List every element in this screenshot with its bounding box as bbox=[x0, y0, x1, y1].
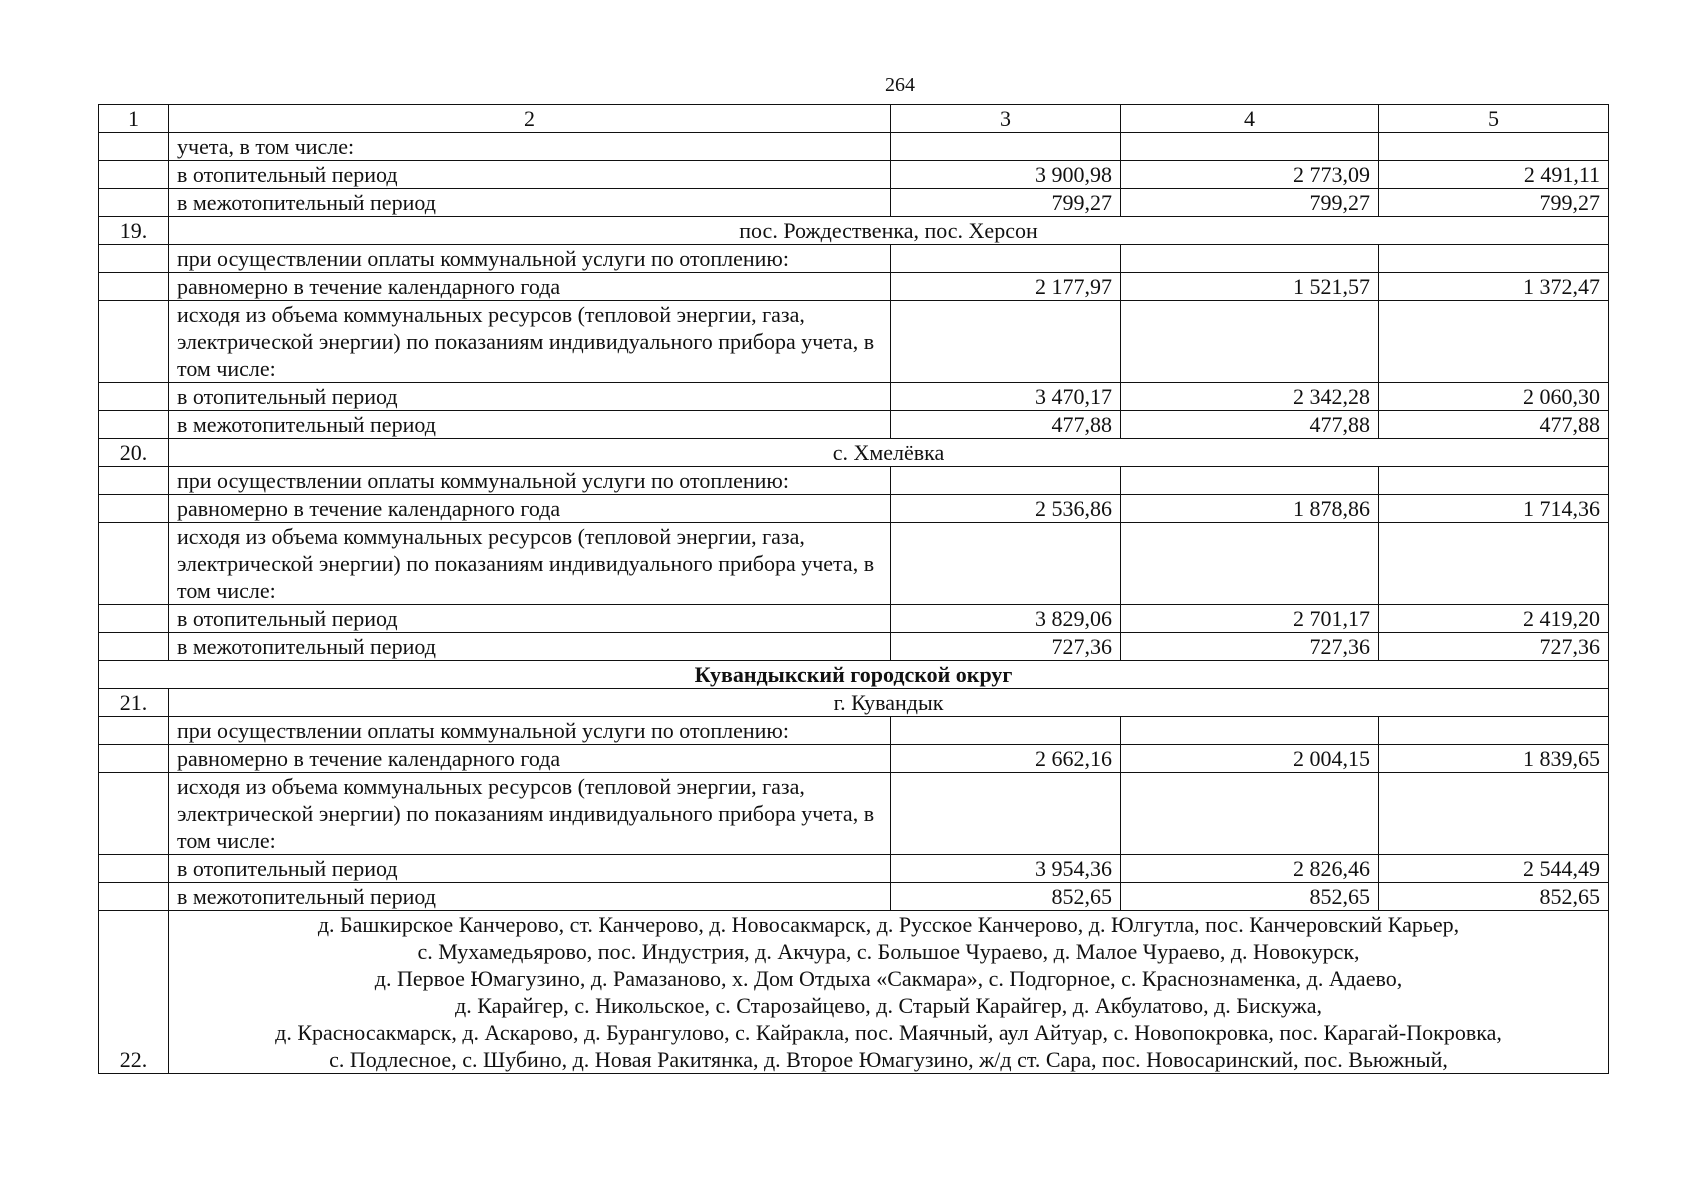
settlement-list-line: с. Подлесное, с. Шубино, д. Новая Ракитянка, д. Второе Юмагузино, ж/д ст. Сара, пос. Новосаринский, пос. Вьюжный, bbox=[329, 1047, 1448, 1072]
settlement-list-line: д. Башкирское Канчерово, ст. Канчерово, д. Новосакмарск, д. Русское Канчерово, д. Юлгутла, пос. Канчеровский Карьер, bbox=[317, 912, 1460, 937]
row-number-cell bbox=[99, 717, 169, 745]
value-col-4 bbox=[1121, 717, 1379, 745]
value-col-4 bbox=[1121, 301, 1379, 383]
row-label: исходя из объема коммунальных ресурсов (тепловой энергии, газа, электрической энергии) по показаниям индивидуального прибора учета, в том числе: bbox=[169, 773, 891, 855]
settlement-title: г. Кувандык bbox=[169, 689, 1609, 717]
row-label: в отопительный период bbox=[169, 383, 891, 411]
value-col-4: 1 878,86 bbox=[1121, 495, 1379, 523]
value-col-5 bbox=[1379, 717, 1609, 745]
row-number-cell bbox=[99, 245, 169, 273]
table-row bbox=[99, 133, 1609, 161]
value-col-3: 727,36 bbox=[891, 633, 1121, 661]
value-col-3 bbox=[891, 773, 1121, 855]
row-number-cell bbox=[99, 133, 169, 161]
settlement-list bbox=[169, 911, 1609, 1074]
row-number-cell bbox=[99, 411, 169, 439]
column-header-row bbox=[99, 105, 1609, 133]
row-label: исходя из объема коммунальных ресурсов (тепловой энергии, газа, электрической энергии) по показаниям индивидуального прибора учета, в том числе: bbox=[169, 523, 891, 605]
tariff-table bbox=[98, 104, 1609, 1074]
column-header: 5 bbox=[1379, 105, 1609, 133]
value-col-5 bbox=[1379, 133, 1609, 161]
column-header: 1 bbox=[99, 105, 169, 133]
settlement-title: с. Хмелёвка bbox=[169, 439, 1609, 467]
row-label: в отопительный период bbox=[169, 855, 891, 883]
settlement-list-line: д. Красносакмарск, д. Аскарово, д. Бурангулово, с. Кайракла, пос. Маячный, аул Айтуар, с. Новопокровка, пос. Карагай-Покровка, bbox=[275, 1020, 1502, 1045]
settlement-number: 19. bbox=[99, 217, 169, 245]
row-number-cell bbox=[99, 883, 169, 911]
table-row bbox=[99, 633, 1609, 661]
value-col-4: 2 004,15 bbox=[1121, 745, 1379, 773]
value-col-5: 2 491,11 bbox=[1379, 161, 1609, 189]
row-label: при осуществлении оплаты коммунальной услуги по отоплению: bbox=[169, 717, 891, 745]
row-number-cell bbox=[99, 495, 169, 523]
row-number-cell bbox=[99, 301, 169, 383]
value-col-5 bbox=[1379, 245, 1609, 273]
value-col-3 bbox=[891, 133, 1121, 161]
row-number-cell bbox=[99, 273, 169, 301]
value-col-4 bbox=[1121, 245, 1379, 273]
column-header: 3 bbox=[891, 105, 1121, 133]
value-col-3: 3 900,98 bbox=[891, 161, 1121, 189]
table-row bbox=[99, 773, 1609, 855]
table-row bbox=[99, 495, 1609, 523]
row-number-cell bbox=[99, 161, 169, 189]
value-col-3: 2 662,16 bbox=[891, 745, 1121, 773]
row-label: в отопительный период bbox=[169, 161, 891, 189]
value-col-4: 2 342,28 bbox=[1121, 383, 1379, 411]
value-col-3: 852,65 bbox=[891, 883, 1121, 911]
value-col-3: 799,27 bbox=[891, 189, 1121, 217]
value-col-4: 2 826,46 bbox=[1121, 855, 1379, 883]
settlement-list-line: с. Мухамедьярово, пос. Индустрия, д. Акчура, с. Большое Чураево, д. Малое Чураево, д. Новокурск, bbox=[417, 939, 1360, 964]
table-row bbox=[99, 605, 1609, 633]
row-label: исходя из объема коммунальных ресурсов (тепловой энергии, газа, электрической энергии) по показаниям индивидуального прибора учета, в том числе: bbox=[169, 301, 891, 383]
settlement-row bbox=[99, 911, 1609, 1074]
table-row bbox=[99, 523, 1609, 605]
value-col-4 bbox=[1121, 467, 1379, 495]
table-row bbox=[99, 411, 1609, 439]
page-number: 264 bbox=[885, 74, 915, 96]
value-col-3 bbox=[891, 523, 1121, 605]
value-col-4: 727,36 bbox=[1121, 633, 1379, 661]
district-title: Кувандыкский городской округ bbox=[99, 661, 1609, 689]
row-number-cell bbox=[99, 189, 169, 217]
table-row bbox=[99, 855, 1609, 883]
column-header: 4 bbox=[1121, 105, 1379, 133]
table-row bbox=[99, 189, 1609, 217]
value-col-5 bbox=[1379, 523, 1609, 605]
row-label: учета, в том числе: bbox=[169, 133, 891, 161]
column-header: 2 bbox=[169, 105, 891, 133]
value-col-5: 1 839,65 bbox=[1379, 745, 1609, 773]
value-col-5: 852,65 bbox=[1379, 883, 1609, 911]
table-row bbox=[99, 383, 1609, 411]
settlement-list-line: д. Первое Юмагузино, д. Рамазаново, х. Дом Отдыха «Сакмара», с. Подгорное, с. Краснознаменка, д. Адаево, bbox=[374, 966, 1403, 991]
settlement-number: 21. bbox=[99, 689, 169, 717]
district-row bbox=[99, 661, 1609, 689]
value-col-5: 1 372,47 bbox=[1379, 273, 1609, 301]
value-col-3 bbox=[891, 717, 1121, 745]
value-col-3 bbox=[891, 467, 1121, 495]
row-number-cell bbox=[99, 745, 169, 773]
row-number-cell bbox=[99, 773, 169, 855]
value-col-4: 2 773,09 bbox=[1121, 161, 1379, 189]
value-col-4: 2 701,17 bbox=[1121, 605, 1379, 633]
value-col-5: 2 060,30 bbox=[1379, 383, 1609, 411]
value-col-3: 3 954,36 bbox=[891, 855, 1121, 883]
table-row bbox=[99, 301, 1609, 383]
value-col-5: 799,27 bbox=[1379, 189, 1609, 217]
row-number-cell bbox=[99, 467, 169, 495]
row-number-cell bbox=[99, 523, 169, 605]
table-row bbox=[99, 467, 1609, 495]
value-col-4 bbox=[1121, 133, 1379, 161]
value-col-4: 852,65 bbox=[1121, 883, 1379, 911]
value-col-5: 1 714,36 bbox=[1379, 495, 1609, 523]
row-label: равномерно в течение календарного года bbox=[169, 273, 891, 301]
row-number-cell bbox=[99, 633, 169, 661]
settlement-number: 22. bbox=[99, 911, 169, 1074]
settlement-number: 20. bbox=[99, 439, 169, 467]
value-col-4 bbox=[1121, 523, 1379, 605]
row-label: при осуществлении оплаты коммунальной услуги по отоплению: bbox=[169, 467, 891, 495]
value-col-5 bbox=[1379, 301, 1609, 383]
settlement-row bbox=[99, 689, 1609, 717]
row-label: в межотопительный период bbox=[169, 883, 891, 911]
row-number-cell bbox=[99, 855, 169, 883]
row-label: в межотопительный период bbox=[169, 411, 891, 439]
table-row bbox=[99, 745, 1609, 773]
row-label: равномерно в течение календарного года bbox=[169, 745, 891, 773]
value-col-3: 2 177,97 bbox=[891, 273, 1121, 301]
value-col-5: 477,88 bbox=[1379, 411, 1609, 439]
value-col-5 bbox=[1379, 467, 1609, 495]
table-row bbox=[99, 717, 1609, 745]
row-label: при осуществлении оплаты коммунальной услуги по отоплению: bbox=[169, 245, 891, 273]
value-col-3 bbox=[891, 245, 1121, 273]
value-col-5: 2 419,20 bbox=[1379, 605, 1609, 633]
value-col-5: 727,36 bbox=[1379, 633, 1609, 661]
row-label: равномерно в течение календарного года bbox=[169, 495, 891, 523]
table-body bbox=[99, 105, 1609, 1074]
settlement-row bbox=[99, 217, 1609, 245]
settlement-list-line: д. Карайгер, с. Никольское, с. Старозайцево, д. Старый Карайгер, д. Акбулатово, д. Бискужа, bbox=[455, 993, 1322, 1018]
table-row bbox=[99, 245, 1609, 273]
row-number-cell bbox=[99, 605, 169, 633]
value-col-3: 477,88 bbox=[891, 411, 1121, 439]
table-row bbox=[99, 883, 1609, 911]
table-row bbox=[99, 273, 1609, 301]
table-row bbox=[99, 161, 1609, 189]
value-col-3: 3 829,06 bbox=[891, 605, 1121, 633]
settlement-row bbox=[99, 439, 1609, 467]
value-col-3: 3 470,17 bbox=[891, 383, 1121, 411]
value-col-4: 477,88 bbox=[1121, 411, 1379, 439]
row-label: в отопительный период bbox=[169, 605, 891, 633]
value-col-5 bbox=[1379, 773, 1609, 855]
row-label: в межотопительный период bbox=[169, 189, 891, 217]
value-col-4 bbox=[1121, 773, 1379, 855]
settlement-title: пос. Рождественка, пос. Херсон bbox=[169, 217, 1609, 245]
value-col-4: 799,27 bbox=[1121, 189, 1379, 217]
row-number-cell bbox=[99, 383, 169, 411]
row-label: в межотопительный период bbox=[169, 633, 891, 661]
value-col-5: 2 544,49 bbox=[1379, 855, 1609, 883]
value-col-3: 2 536,86 bbox=[891, 495, 1121, 523]
value-col-4: 1 521,57 bbox=[1121, 273, 1379, 301]
value-col-3 bbox=[891, 301, 1121, 383]
